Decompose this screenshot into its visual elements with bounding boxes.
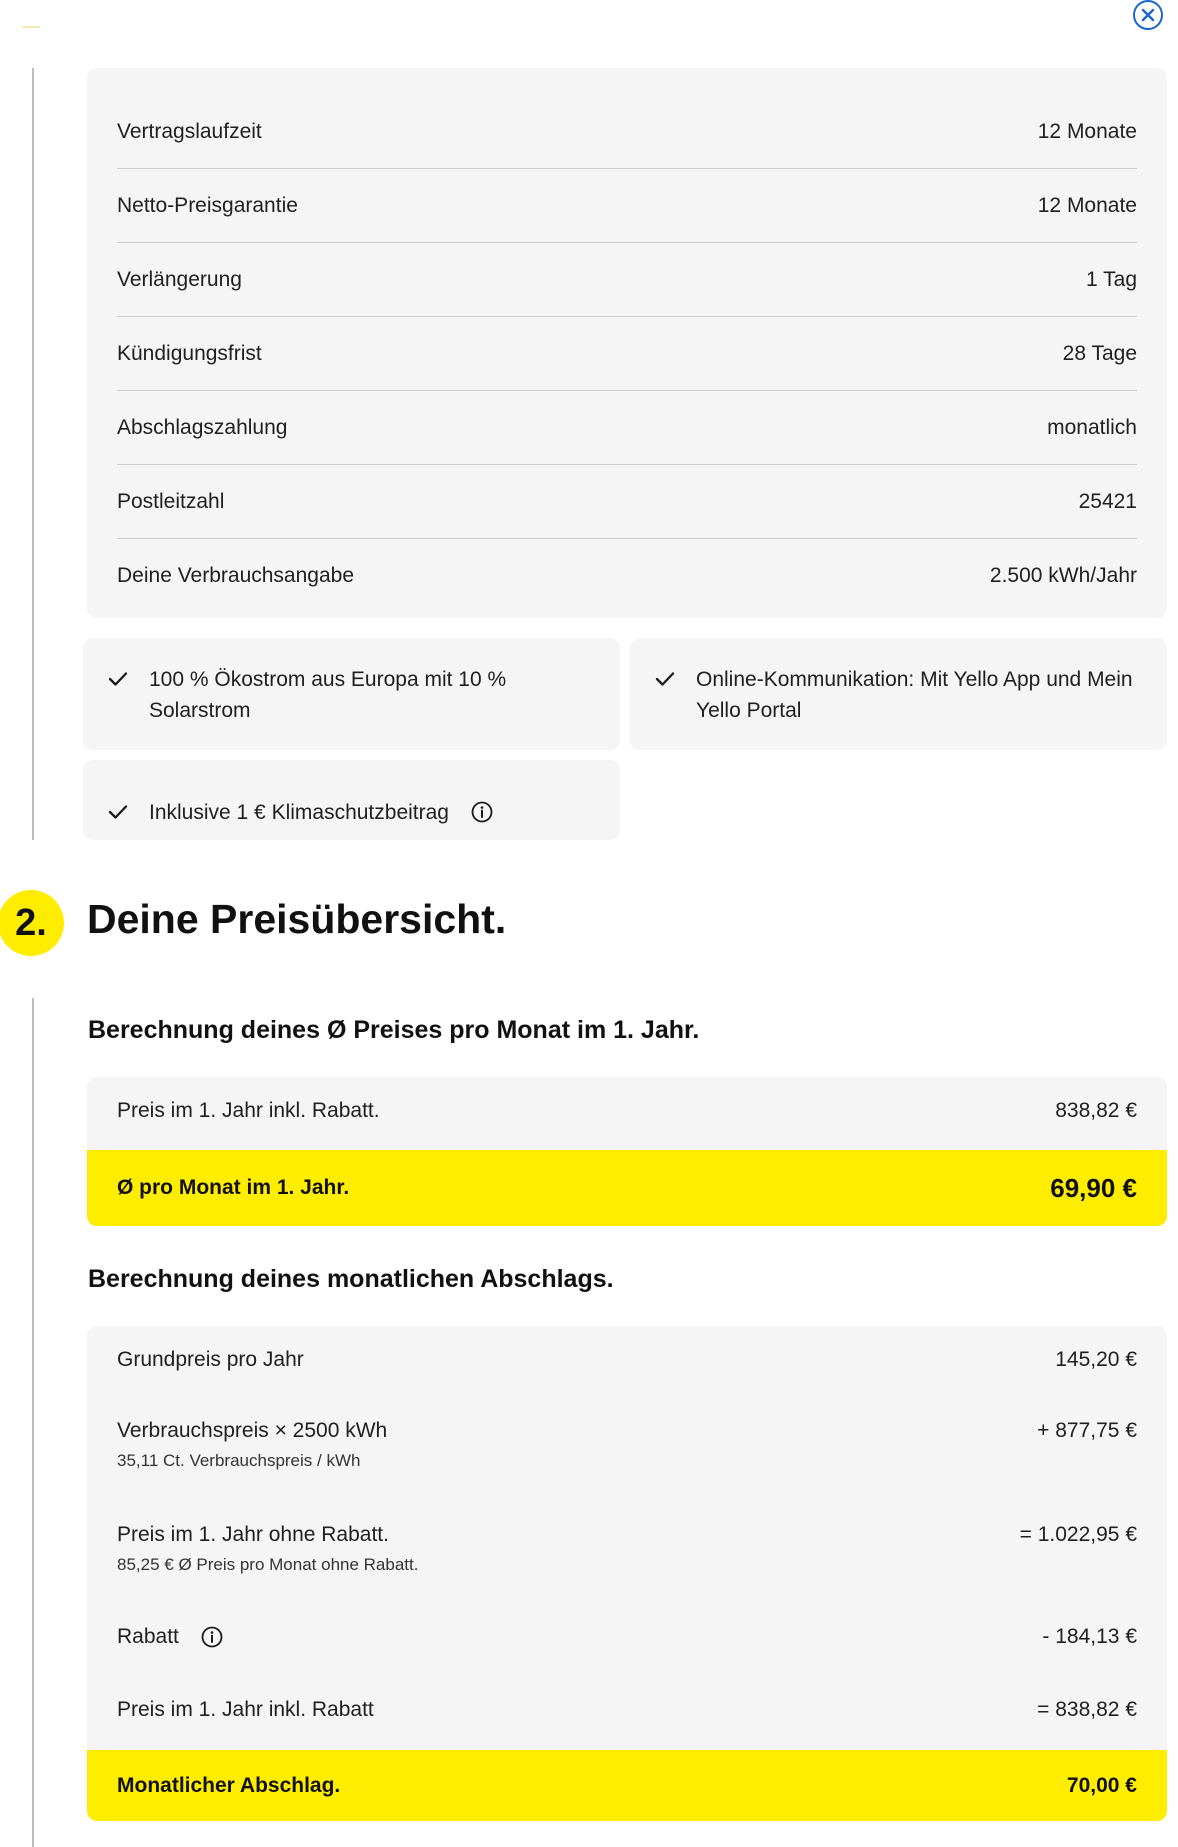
check-icon bbox=[107, 801, 129, 823]
detail-row-kuendigungsfrist bbox=[117, 317, 1137, 391]
detail-row-vertragslaufzeit bbox=[117, 96, 1137, 169]
detail-value: 12 Monate bbox=[1037, 193, 1137, 217]
detail-label: Postleitzahl bbox=[117, 489, 225, 513]
feature-text: Inklusive 1 € Klimaschutzbeitrag bbox=[149, 800, 449, 824]
detail-value: 2.500 kWh/Jahr bbox=[989, 563, 1137, 587]
detail-value: 28 Tage bbox=[1062, 341, 1137, 365]
row-label: Verbrauchspreis × 2500 kWh bbox=[117, 1419, 388, 1442]
avg-price-panel bbox=[87, 1077, 1167, 1226]
feature-card-online bbox=[630, 638, 1167, 750]
info-icon[interactable] bbox=[201, 1626, 223, 1648]
detail-label: Vertragslaufzeit bbox=[117, 120, 262, 143]
detail-label: Deine Verbrauchsangabe bbox=[117, 563, 355, 587]
row-sublabel: 35,11 Ct. Verbrauchspreis / kWh bbox=[117, 1451, 361, 1470]
detail-value: 25421 bbox=[1078, 489, 1137, 513]
row-sublabel: 85,25 € Ø Preis pro Monat ohne Rabatt. bbox=[117, 1555, 419, 1574]
check-icon bbox=[107, 668, 129, 690]
detail-label: Kündigungsfrist bbox=[117, 341, 262, 365]
row-label: Grundpreis pro Jahr bbox=[117, 1348, 304, 1371]
section-title: Deine Preisübersicht. bbox=[87, 896, 507, 942]
row-verbrauchspreis bbox=[87, 1399, 1167, 1503]
row-rabatt bbox=[87, 1607, 1167, 1679]
detail-label: Netto-Preisgarantie bbox=[117, 193, 298, 217]
feature-text: 100 % Ökostrom aus Europa mit 10 % Solarstrom bbox=[149, 668, 507, 722]
row-grundpreis bbox=[87, 1326, 1167, 1399]
detail-row-verlaengerung bbox=[117, 243, 1137, 317]
row-value: 145,20 € bbox=[1055, 1348, 1137, 1371]
step-number-badge: 2. bbox=[0, 890, 64, 956]
section-2-line bbox=[32, 998, 34, 1847]
feature-text: Online-Kommunikation: Mit Yello App und Mein Yello Portal bbox=[696, 668, 1133, 722]
row-label: Rabatt bbox=[117, 1625, 179, 1648]
feature-card-oekostrom bbox=[83, 638, 620, 750]
row-value: = 1.022,95 € bbox=[1019, 1523, 1137, 1546]
avg-month-highlight bbox=[87, 1150, 1167, 1226]
row-value: = 838,82 € bbox=[1037, 1698, 1137, 1721]
highlight-label: Ø pro Monat im 1. Jahr. bbox=[117, 1176, 350, 1199]
row-label: Preis im 1. Jahr ohne Rabatt. bbox=[117, 1523, 389, 1546]
highlight-value: 70,00 € bbox=[1066, 1773, 1137, 1797]
detail-value: monatlich bbox=[1047, 415, 1137, 439]
price-row-inkl-rabatt bbox=[87, 1077, 1167, 1150]
detail-value: 1 Tag bbox=[1086, 267, 1137, 291]
highlight-value: 69,90 € bbox=[1050, 1172, 1137, 1203]
check-icon bbox=[654, 668, 676, 690]
close-icon bbox=[1140, 7, 1156, 23]
row-inkl-rabatt bbox=[87, 1679, 1167, 1750]
close-button[interactable] bbox=[1133, 0, 1163, 30]
highlight-label: Monatlicher Abschlag. bbox=[117, 1773, 341, 1797]
info-icon[interactable] bbox=[471, 801, 493, 823]
row-ohne-rabatt bbox=[87, 1503, 1167, 1607]
row-label: Preis im 1. Jahr inkl. Rabatt. bbox=[117, 1099, 380, 1122]
row-label: Preis im 1. Jahr inkl. Rabatt bbox=[117, 1698, 374, 1721]
detail-row-verbrauchsangabe bbox=[117, 539, 1137, 612]
detail-label: Abschlagszahlung bbox=[117, 415, 288, 439]
detail-row-abschlagszahlung bbox=[117, 391, 1137, 465]
detail-label: Verlängerung bbox=[117, 267, 242, 291]
monthly-calc-panel bbox=[87, 1326, 1167, 1821]
detail-row-postleitzahl bbox=[117, 465, 1137, 539]
row-value: 838,82 € bbox=[1055, 1099, 1137, 1122]
row-value: + 877,75 € bbox=[1037, 1419, 1137, 1442]
avg-price-heading: Berechnung deines Ø Preises pro Monat im 1. Jahr. bbox=[88, 1016, 700, 1044]
feature-card-klimaschutz bbox=[83, 760, 620, 840]
monthly-abschlag-highlight bbox=[87, 1750, 1167, 1821]
monthly-heading: Berechnung deines monatlichen Abschlags. bbox=[88, 1265, 614, 1293]
detail-value: 12 Monate bbox=[1037, 120, 1137, 143]
decorative-dash bbox=[22, 26, 40, 28]
row-value: - 184,13 € bbox=[1042, 1625, 1137, 1648]
detail-row-preisgarantie bbox=[117, 169, 1137, 243]
contract-details-panel bbox=[87, 68, 1167, 618]
section-1-line bbox=[32, 68, 34, 840]
